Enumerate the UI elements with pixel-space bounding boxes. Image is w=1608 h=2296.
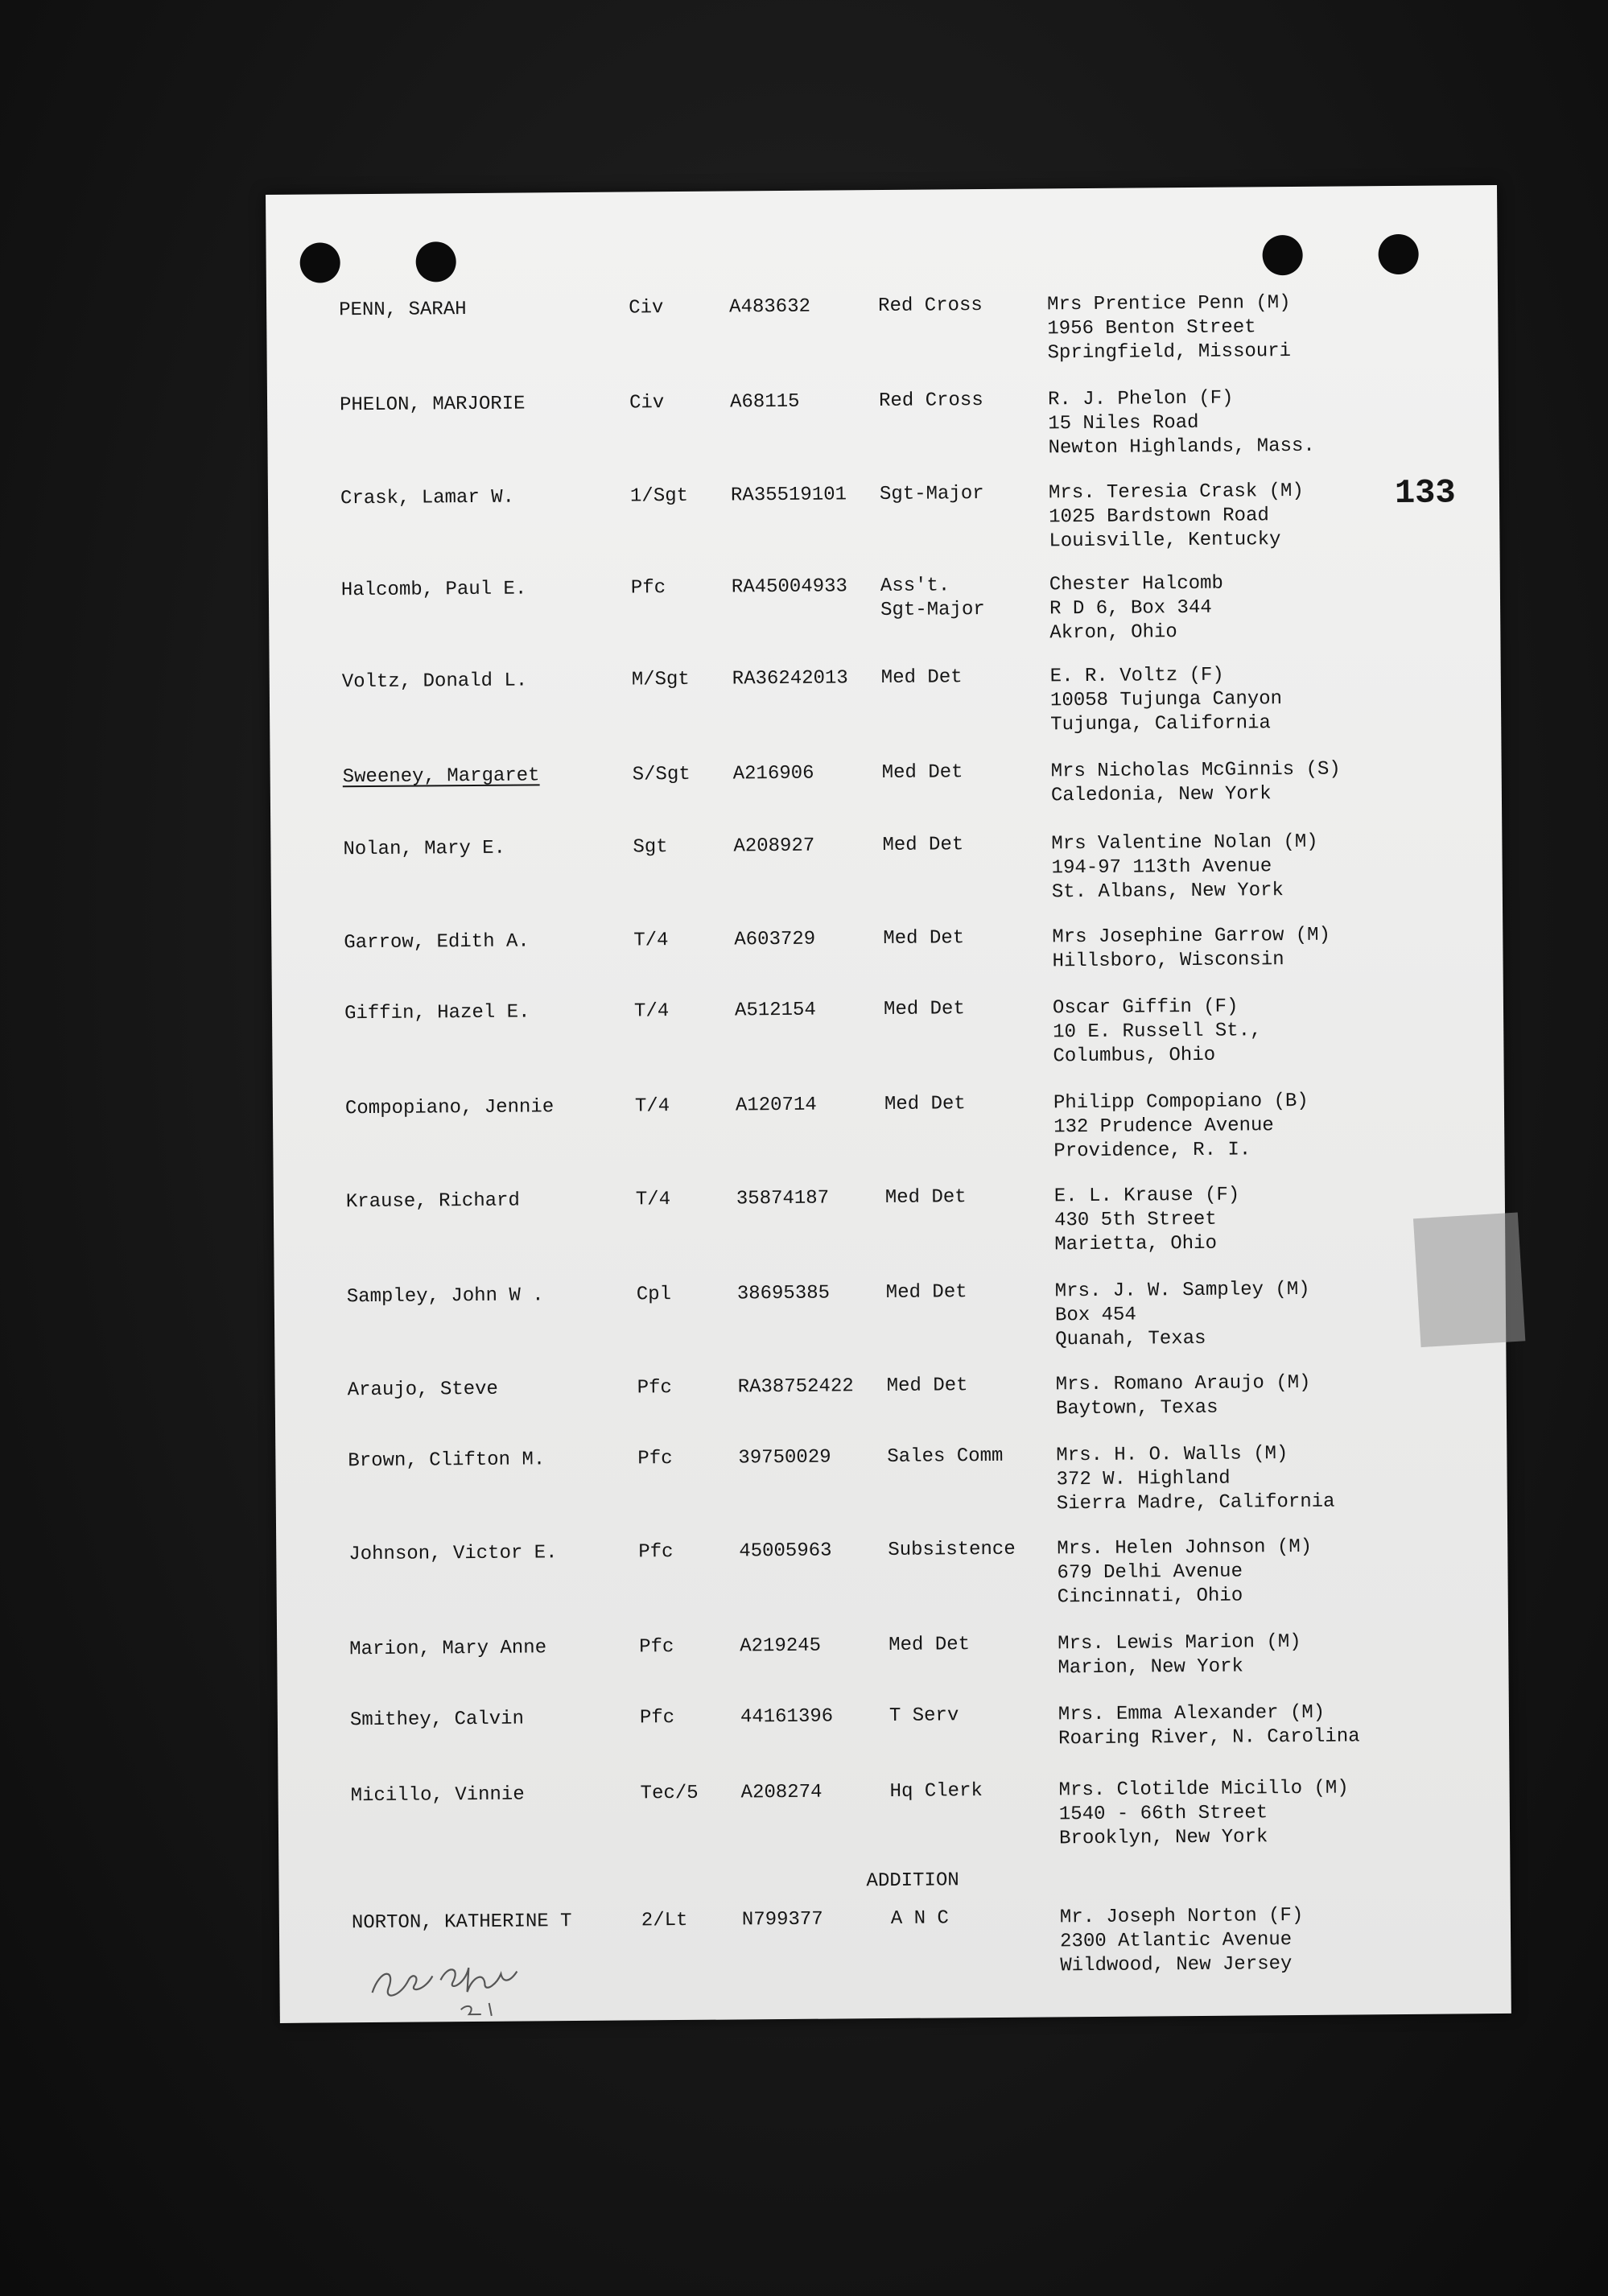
entry-name: PENN, SARAH [339,299,467,322]
entry-name: PHELON, MARJORIE [339,393,526,417]
entry-next-of-kin-address: Mrs. Teresia Crask (M) 1025 Bardstown Road Louisville, Kentucky [1048,480,1304,553]
roster-entry [274,1276,1507,1350]
entry-serial-number: 45005963 [739,1540,832,1563]
roster-entry [270,756,1503,831]
entry-next-of-kin-address: Mrs. Clotilde Micillo (M) 1540 - 66th Street Brooklyn, New York [1058,1777,1349,1850]
roster-entry [273,1088,1505,1162]
entry-next-of-kin-address: Mrs Valentine Nolan (M) 194-97 113th Avenue St. Albans, New York [1051,831,1318,904]
entry-assignment: Ass't. Sgt-Major [880,575,985,622]
entry-name: Brown, Clifton M. [348,1449,546,1473]
entry-next-of-kin-address: Oscar Giffin (F) 10 E. Russell St., Columbus, Ohio [1052,995,1262,1068]
entry-rank: Pfc [637,1448,673,1470]
entry-serial-number: A208274 [740,1781,823,1804]
entry-name: Sweeney, Margaret [342,765,540,789]
entry-name: Araujo, Steve [347,1378,499,1402]
entry-serial-number: A120714 [735,1094,817,1117]
entry-assignment: Hq Clerk [889,1780,983,1803]
entry-next-of-kin-address: Mrs. H. O. Walls (M) 372 W. Highland Sierra Madre, California [1056,1443,1335,1515]
entry-rank: 1/Sgt [629,484,689,508]
entry-serial-number: 38695385 [736,1282,831,1305]
entry-assignment: Med Det [880,666,963,690]
entry-rank: 2/Lt [641,1909,688,1932]
entry-rank: T/4 [635,1189,671,1211]
page-number: 133 [1394,473,1456,513]
entry-assignment: Med Det [883,998,965,1021]
entry-assignment: Sgt-Major [879,483,984,506]
entry-assignment: Med Det [881,761,963,785]
entry-name: Nolan, Mary E. [343,837,506,861]
entry-assignment: Med Det [886,1375,968,1397]
entry-rank: Pfc [639,1707,675,1729]
entry-rank: Sgt [633,836,668,859]
entry-serial-number: RA38752422 [737,1375,854,1399]
entry-next-of-kin-address: E. R. Voltz (F) 10058 Tujunga Canyon Tujunga, California [1049,664,1283,736]
entry-next-of-kin-address: Mrs. J. W. Sampley (M) Box 454 Quanah, Texas [1054,1278,1310,1351]
entry-rank: S/Sgt [632,763,691,786]
roster-entry [267,385,1499,459]
entry-rank: Civ [629,297,664,319]
roster-entry [275,1370,1507,1444]
entry-rank: T/4 [633,1000,670,1023]
entry-rank: Pfc [639,1636,674,1659]
document-page [266,185,1511,2023]
entry-rank: Civ [629,392,665,414]
entry-name: Halcomb, Paul E. [340,578,527,602]
entry-name: Marion, Mary Anne [349,1637,547,1661]
entry-name: NORTON, KATHERINE T [351,1911,572,1935]
entry-rank: Pfc [630,577,666,600]
entry-serial-number: 35874187 [736,1187,830,1210]
roster-entry [269,570,1501,644]
roster-entry [276,1534,1508,1608]
entry-assignment: Med Det [882,834,964,857]
entry-assignment: Subsistence [888,1538,1016,1561]
roster-entry [275,1441,1507,1515]
entry-rank: Pfc [637,1377,673,1399]
entry-next-of-kin-address: Mrs. Lewis Marion (M) Marion, New York [1058,1630,1301,1680]
entry-serial-number: 44161396 [740,1705,834,1729]
entry-next-of-kin-address: Chester Halcomb R D 6, Box 344 Akron, Ohio [1049,572,1224,645]
roster-entry [278,1700,1510,1774]
entry-assignment: Med Det [885,1281,967,1304]
punch-hole-left-2 [415,241,456,282]
entry-rank: Tec/5 [640,1782,699,1805]
entry-serial-number: A483632 [729,295,811,319]
entry-assignment: T Serv [889,1704,959,1727]
entry-serial-number: A219245 [740,1634,822,1658]
entry-next-of-kin-address: Mrs. Helen Johnson (M) 679 Delhi Avenue Cincinnati, Ohio [1057,1535,1313,1609]
punch-hole-right-1 [1262,235,1302,275]
entry-assignment: Med Det [889,1634,971,1656]
entry-next-of-kin-address: Mrs. Emma Alexander (M) Roaring River, N. Carolina [1058,1701,1360,1750]
roster-entry [270,829,1503,903]
entry-serial-number: RA45004933 [731,575,848,599]
entry-rank: T/4 [634,1095,670,1118]
roster-entry [274,1181,1506,1255]
entry-next-of-kin-address: Mrs Prentice Penn (M) 1956 Benton Street Springfield, Missouri [1047,292,1292,365]
entry-next-of-kin-address: R. J. Phelon (F) 15 Niles Road Newton Highlands, Mass. [1047,387,1315,460]
entry-serial-number: RA35519101 [730,484,847,507]
entry-serial-number: RA36242013 [732,667,848,690]
entry-name: Compopiano, Jennie [344,1096,555,1120]
roster-entry [271,922,1503,996]
entry-name: Voltz, Donald L. [341,670,528,694]
addition-heading: ADDITION [866,1869,959,1893]
entry-serial-number: A208927 [733,835,815,858]
entry-serial-number: A68115 [729,390,800,414]
entry-name: Sampley, John W . [346,1284,544,1309]
entry-name: Micillo, Vinnie [350,1783,525,1808]
entry-serial-number: 39750029 [738,1446,831,1470]
entry-next-of-kin-address: E. L. Krause (F) 430 5th Street Marietta, Ohio [1053,1184,1240,1256]
entry-name: Johnson, Victor E. [348,1542,558,1566]
entry-next-of-kin-address: Mrs Josephine Garrow (M) Hillsboro, Wisconsin [1052,924,1331,973]
entry-name: Garrow, Edith A. [344,930,530,954]
entry-serial-number: A216906 [732,762,814,785]
roster-entry [268,478,1500,552]
roster-entry [272,993,1504,1067]
entry-assignment: Med Det [883,927,965,950]
entry-assignment: A N C [890,1907,949,1930]
entry-next-of-kin-address: Philipp Compopiano (B) 132 Prudence Avenue Providence, R. I. [1053,1090,1309,1163]
entry-serial-number: A603729 [734,928,816,951]
roster-entry [277,1629,1509,1703]
entry-serial-number: A512154 [734,999,816,1022]
entry-rank: Pfc [638,1541,674,1564]
punch-hole-left-1 [299,242,340,282]
handwritten-note-signature [364,1935,550,2025]
entry-name: Smithey, Calvin [349,1708,525,1732]
roster-entry [278,1775,1511,1849]
punch-hole-right-2 [1378,234,1418,274]
roster-entry [270,662,1502,736]
entry-name: Crask, Lamar W. [340,486,515,510]
entry-assignment: Med Det [884,1186,967,1210]
entry-rank: M/Sgt [631,668,690,691]
entry-next-of-kin-address: Mrs. Romano Araujo (M) Baytown, Texas [1055,1371,1311,1420]
entry-assignment: Med Det [884,1093,966,1116]
entry-assignment: Red Cross [878,295,983,318]
roster-entry [266,290,1499,364]
entry-next-of-kin-address: Mr. Joseph Norton (F) 2300 Atlantic Avenue Wildwood, New Jersey [1059,1904,1304,1977]
entry-assignment: Red Cross [878,390,983,413]
entry-next-of-kin-address: Mrs Nicholas McGinnis (S) Caledonia, New York [1050,758,1341,807]
entry-assignment: Sales Comm [887,1445,1004,1468]
entry-serial-number: N799377 [741,1908,823,1931]
entry-name: Giffin, Hazel E. [344,1001,530,1025]
entry-name: Krause, Richard [345,1189,521,1214]
entry-rank: Cpl [636,1284,672,1306]
entry-rank: T/4 [633,930,669,952]
